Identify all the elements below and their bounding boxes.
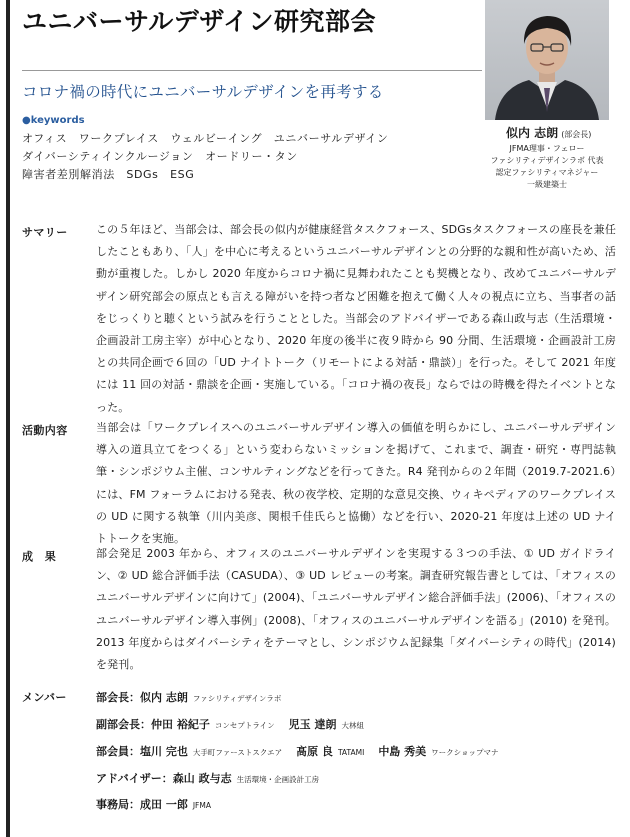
member-org: 生活環境・企画設計工房 <box>236 775 320 784</box>
activities-text: 当部会は「ワークプレイスへのユニバーサルデザイン導入の価値を明らかにし、ユニバーサルデザイン導入の道具立てをつくる」という変わらないミッションを掲げて、これまで、調査・研究・専門誌執筆・シンポジウム主催、コンサルティングなどを行ってきた。R4 発刊からの２年間（2019.7-2021.6）には、FM フォーラムにおける発表、秋の夜学校、定期的な意見交換、ウィキペディアのワークプレイスの UD に関する執筆（川内美彦、関根千佳氏らと協働）などを行い、2020-21 年度は上述の UD ナイトトークを実施。 <box>96 421 616 546</box>
person-title-line: 認定ファシリティマネジャー <box>495 168 599 177</box>
person-title-line: 一級建築士 <box>527 180 567 189</box>
members-label: メンバー <box>22 691 67 704</box>
title-divider <box>22 70 482 71</box>
member-org: ファシリティデザインラボ <box>192 694 282 703</box>
member-role-label: 副部会長： <box>96 718 151 731</box>
member-row-members <box>96 743 513 759</box>
member-name: 中島 秀美 <box>378 745 427 758</box>
keywords-heading: ●keywords <box>22 115 85 126</box>
member-name: 塩川 完也 <box>140 745 188 758</box>
member-name: 髙原 良 <box>296 745 333 758</box>
member-org: JFMA <box>192 801 211 810</box>
member-row-vice-chair <box>96 716 378 732</box>
keywords-line: オフィス ワークプレイス ウェルビーイング ユニバーサルデザイン <box>22 132 389 145</box>
member-name: 仲田 裕紀子 <box>151 718 210 731</box>
member-org: ワークショップマナ <box>431 748 499 757</box>
member-row-advisor <box>96 770 333 786</box>
member-role-label: 事務局： <box>96 798 140 811</box>
person-role: (部会長) <box>561 130 592 139</box>
member-role-label: アドバイザー： <box>96 772 173 785</box>
person-title-line: ファシリティデザインラボ 代表 <box>490 156 604 165</box>
member-name: 似内 志朗 <box>140 691 188 704</box>
member-org: 大手町ファーストスクエア <box>192 748 283 757</box>
person-name <box>506 124 591 141</box>
page-subtitle: コロナ禍の時代にユニバーサルデザインを再考する <box>22 83 384 101</box>
member-org: 大林組 <box>341 721 364 730</box>
member-org: コンセプトライン <box>214 721 275 730</box>
keywords-line: 障害者差別解消法 SDGs ESG <box>22 168 195 181</box>
member-org: TATAMI <box>337 748 365 757</box>
results-text: 部会発足 2003 年から、オフィスのユニバーサルデザインを実現する３つの手法、① UD ガイドライン、② UD 総合評価手法（CASUDA）、③ UD レビューの考案。調査研究報告書としては、「オフィスのユニバーサルデザインに向けて」(2004)、「ユニバーサルデザイン総合評価手法」(2006)、「オフィスのユニバーサルデザイン導入事例」(2008)、「オフィスのユニバーサルデザインを語る」(2010) を発刊。2013 年度からはダイバーシティをテーマとし、シンポジウム記録集「ダイバーシティの時代」(2014) を発刊。 <box>96 547 616 672</box>
left-accent-bar <box>6 0 10 837</box>
page-title: ユニバーサルデザイン研究部会 <box>22 7 377 36</box>
member-role-label: 部会員： <box>96 745 140 758</box>
portrait-icon <box>485 0 609 120</box>
member-role-label: 部会長： <box>96 691 140 704</box>
person-title-line: JFMA理事・フェロー <box>509 144 585 153</box>
member-row-chair <box>96 689 295 705</box>
summary-text: この５年ほど、当部会は、部会長の似内が健康経営タスクフォース、SDGsタスクフォースの座長を兼任したこともあり、「人」を中心に考えるというユニバーサルデザインとの分野的な親和性が高いため、活動が重複した。しかし 2020 年度からコロナ禍に見舞われたことも契機となり、改めてユニバーサルデザイン研究部会の原点とも言える障がいを持つ者など困難を抱えて働く人々の視点に立ち、当事者の話をじっくりと聴くという試みを行うこととした。当部会のアドバイザーである森山政与志（生活環境・企画設計工房主宰）が中心となり、2020 年度の後半に夜９時から 90 分間、生活環境・企画設計工房との共同企画で６回の「UD ナイトトーク（リモートによる対話・鼎談）」を行った。そして 2021 年度には 11 回の対話・鼎談を企画・実施している。「コロナ禍の夜長」ならではの時機を得たイベントとなった。 <box>96 223 616 414</box>
member-name: 森山 政与志 <box>172 772 232 785</box>
person-name-text: 似内 志朗 <box>506 126 559 140</box>
activities-label: 活動内容 <box>22 424 68 437</box>
member-row-secretariat <box>96 796 225 812</box>
portrait-photo <box>485 0 609 120</box>
member-name: 児玉 達朗 <box>288 718 337 731</box>
member-name: 成田 一郎 <box>140 798 188 811</box>
keywords-line: ダイバーシティインクルージョン オードリー・タン <box>22 150 298 163</box>
results-label: 成 果 <box>22 550 57 563</box>
summary-label: サマリー <box>22 226 68 239</box>
